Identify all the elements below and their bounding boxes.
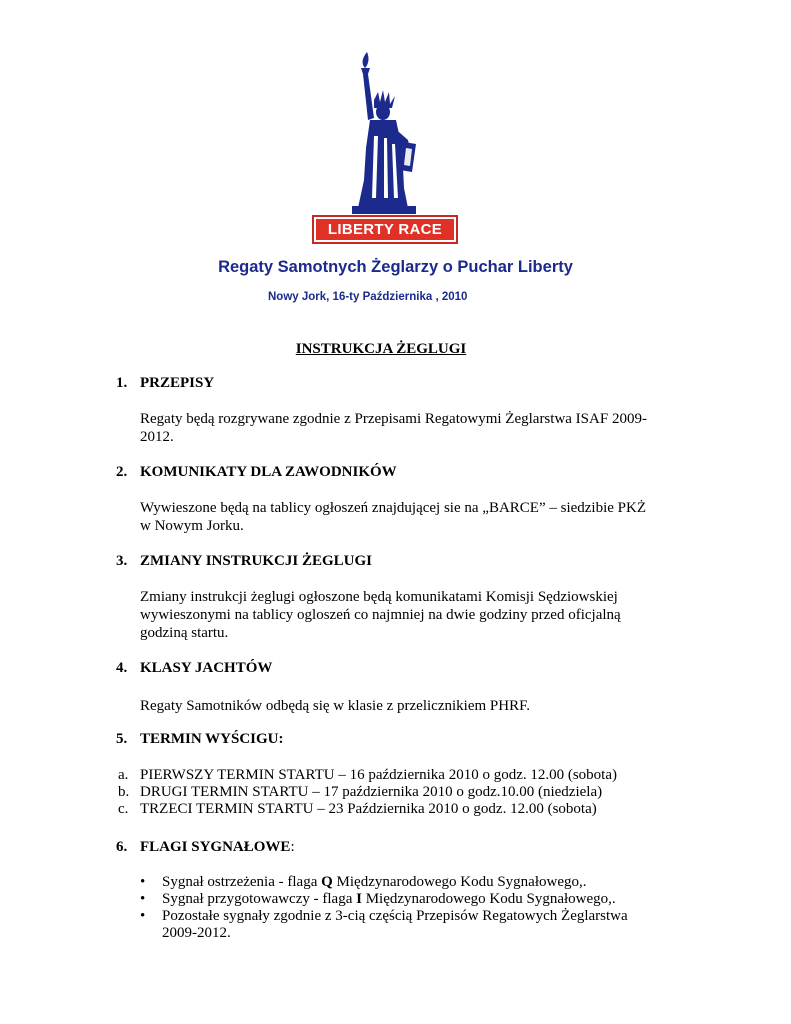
list-item-text: 2009-2012. [162,925,231,941]
section-number: 1. [116,375,128,391]
list-item-text: Międzynarodowego Kodu Sygnałowego,. [332,874,587,890]
bullet-icon: • [140,891,146,907]
section-heading [116,553,372,570]
section-heading [116,660,272,677]
section-title: ZMIANY INSTRUKCJI ŻEGLUGI [140,553,372,569]
section-number: 5. [116,731,128,747]
paragraph-line: Regaty Samotników odbędą się w klasie z przelicznikiem PHRF. [140,698,530,714]
list-item [140,874,680,891]
list-item-text: PIERWSZY TERMIN STARTU – 16 października 2010 o godz. 12.00 (sobota) [140,767,618,783]
section-title: PRZEPISY [140,375,215,391]
paragraph-line: godziną startu. [140,625,229,641]
liberty-race-badge-text: LIBERTY RACE [316,219,454,240]
section-title: KOMUNIKATY DLA ZAWODNIKÓW [140,464,397,480]
list-item-text: DRUGI TERMIN STARTU – 17 października 2010 o godz.10.00 (niedziela) [140,784,603,800]
list-item-text: Sygnał ostrzeżenia - flaga [162,874,322,890]
section-paragraph [140,499,670,535]
list-item [118,767,617,784]
section-heading [116,375,214,392]
list-marker: b. [118,784,130,800]
bullet-icon: • [140,874,146,890]
document-heading: INSTRUKCJA ŻEGLUGI [295,341,467,357]
paragraph-line: Wywieszone będą na tablicy ogłoszeń znajdującej sie na „BARCE” – siedzibie PKŻ [140,500,647,516]
signal-flags-list [140,874,680,942]
list-item-text: Pozostałe sygnały zgodnie z 3-cią częścią Przepisów Regatowych Żeglarstwa [162,908,628,924]
section-number: 2. [116,464,128,480]
list-marker: c. [118,801,129,817]
section-number: 4. [116,660,128,676]
section-paragraph [140,697,670,715]
list-marker: a. [118,767,129,783]
list-item [118,801,617,818]
paragraph-line: Zmiany instrukcji żeglugi ogłoszone będą komunikatami Komisji Sędziowskiej [140,589,618,605]
section-heading [116,464,397,481]
bullet-icon: • [140,908,146,924]
flag-letter: Q [321,874,333,890]
list-item [140,891,680,908]
flag-letter: I [356,891,362,907]
list-item [140,908,680,942]
section-title: FLAGI SYGNAŁOWE [140,839,291,855]
event-title: Regaty Samotnych Żeglarzy o Puchar Liberty [218,258,573,276]
section-heading [116,839,295,856]
liberty-race-logo [312,48,458,244]
section-number: 6. [116,839,128,855]
paragraph-line: wywieszonymi na tablicy ogloszeń co najmniej na dwie godziny przed oficjalną [140,607,621,623]
paragraph-line: Regaty będą rozgrywane zgodnie z Przepisami Regatowymi Żeglarstwa ISAF 2009- [140,411,647,427]
paragraph-line: 2012. [140,429,174,445]
section-title: TERMIN WYŚCIGU: [140,731,284,747]
section-title: KLASY JACHTÓW [140,660,273,676]
list-item-text: Sygnał przygotowawczy - flaga [162,891,357,907]
section-paragraph [140,410,670,446]
list-item-text: Międzynarodowego Kodu Sygnałowego,. [361,891,616,907]
paragraph-line: w Nowym Jorku. [140,518,244,534]
event-subtitle: Nowy Jork, 16-ty Października , 2010 [268,291,468,303]
section-number: 3. [116,553,128,569]
start-terms-list [118,767,617,818]
liberty-race-badge [312,215,458,244]
list-item-text: TRZECI TERMIN STARTU – 23 Października 2010 o godz. 12.00 (sobota) [140,801,597,817]
section-heading [116,731,284,748]
section-paragraph [140,588,670,642]
list-item [118,784,617,801]
section-title-suffix: : [290,839,295,855]
